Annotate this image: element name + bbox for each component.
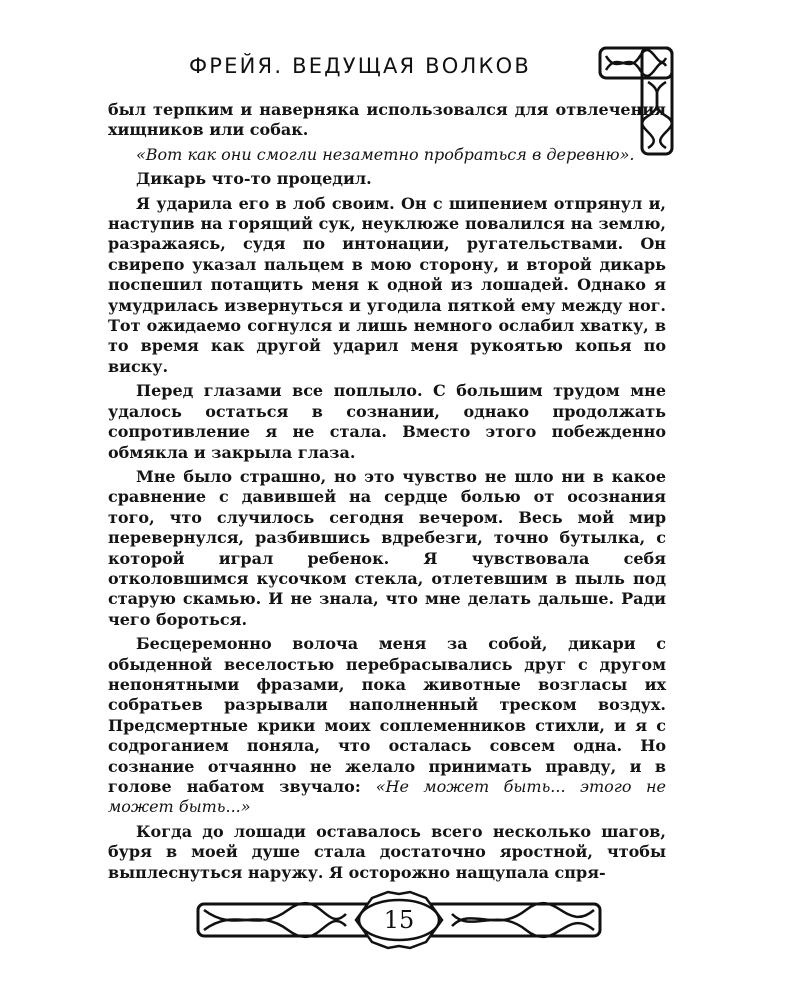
running-head: ФРЕЙЯ. ВЕДУЩАЯ ВОЛКОВ (189, 54, 531, 78)
italic-thought: «Вот как они смогли незаметно пробраться в деревню». (136, 144, 635, 164)
paragraph-7-text: Бесцеремонно волоча меня за собой, дикари с обыденной веселостью перебрасывались друг с другом непонятными фразами, пока животные возгласы их собратьев разрывали наполненный треском воздух. Предсмертные крики моих соплеменников стихли, и я с содроганием поняла, что осталась совсем одна. Но сознание отчаянно не желало принимать правду, и в голове набатом звучало: (108, 634, 666, 796)
italic-inner-voice: «Не может быть... этого не может быть...» (108, 777, 666, 817)
paragraph-7 (108, 634, 666, 818)
paragraph-3: Дикарь что-то процедил. (136, 169, 372, 189)
paragraph-1: был терпким и наверняка использовался для отвлечения хищников или собак. (108, 100, 666, 140)
paragraph-4: Я ударила его в лоб своим. Он с шипением отпрянул и, наступив на горящий сук, неуклюже повалился на землю, разражаясь, судя по интонации, ругательствами. Он свирепо указал пальцем в мою сторону, и второй дикарь поспешил потащить меня к одной из лошадей. Однако я умудрилась извернуться и угодила пяткой ему между ног. Тот ожидаемо согнулся и лишь немного ослабил хватку, в то время как другой ударил меня рукоятью копья по виску. (108, 193, 666, 376)
paragraph-6: Мне было страшно, но это чувство не шло ни в какое сравнение с давившей на сердце болью от осознания того, что случилось сегодня вечером. Весь мой мир перевернулся, разбившись вдребезги, точно бутылка, с которой играл ребенок. Я чувствовала себя отколовшимся кусочком стекла, отлетевшим в пыль под старую скамью. И не знала, что мне делать дальше. Ради чего бороться. (108, 466, 666, 629)
paragraph-8: Когда до лошади оставалось всего несколько шагов, буря в моей душе стала достаточно яростной, чтобы выплеснуться наружу. Я осторожно нащупала спря- (108, 821, 666, 882)
page-number: 15 (383, 906, 415, 934)
paragraph-2 (108, 145, 666, 165)
paragraph-5: Перед глазами все поплыло. С большим трудом мне удалось остаться в сознании, однако продолжать сопротивление я не стала. Вместо этого побежденно обмякла и закрыла глаза. (108, 381, 666, 462)
body-text (108, 100, 666, 883)
